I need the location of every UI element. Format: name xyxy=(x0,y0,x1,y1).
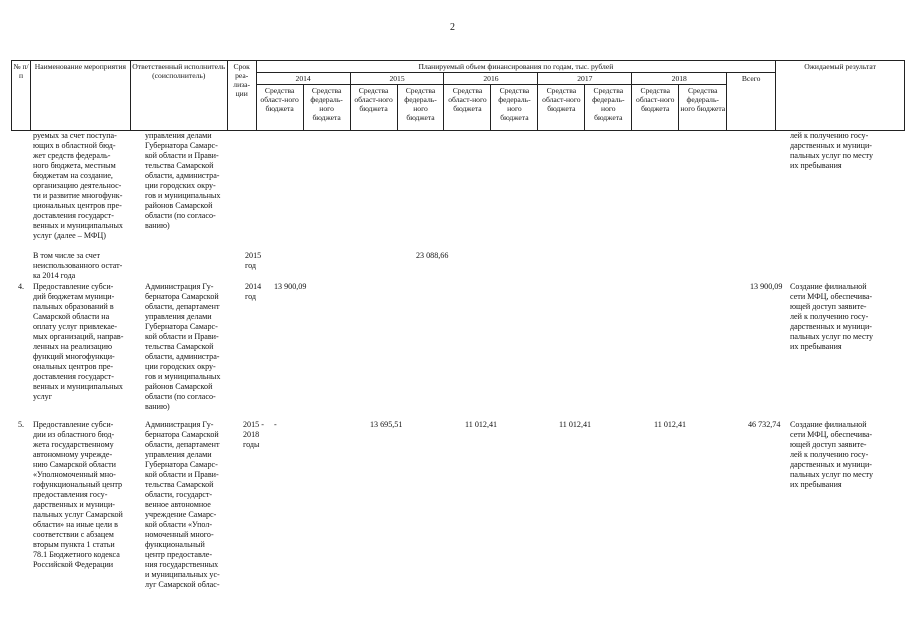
col-total-header: Всего xyxy=(727,73,776,131)
row5-value-2017: 11 012,41 xyxy=(559,420,592,429)
row4-term-text: 2014 год xyxy=(245,282,262,301)
row5-value-2015: 13 695,51 xyxy=(370,420,403,429)
year-2017-header: 2017 xyxy=(538,73,632,85)
row4-name-text: Предоставление субси- дий бюджетам муници- пальных образований в Самарской области на оплату услуг привлекае- мых организаций, направ- ленных на реализацию функций многофункци- ональных центров пре- доставления государст- венных и муниципальных услуг xyxy=(33,282,124,401)
row4-value-2014: 13 900,09 xyxy=(274,282,307,291)
row5-term-text: 2015 - 2018 годы xyxy=(243,420,264,449)
federal-budget-header: Средства федераль-ного бюджета xyxy=(397,85,444,131)
row5-term-dash: - xyxy=(274,420,277,429)
regional-budget-header: Средства област-ного бюджета xyxy=(632,85,679,131)
federal-budget-header: Средства федераль-ного бюджета xyxy=(679,85,727,131)
regional-budget-header: Средства област-ного бюджета xyxy=(350,85,397,131)
sub-term-text: 2015 год xyxy=(245,251,262,270)
cont-name-text: руемых за счет поступа- ющих в областной бюд- жет средств федераль- ного бюджета, местным бюджетам на создание, организацию деятельнос- ти и развитие многофунк- циональных центров пре- доставления государст- венных и муниципальных услуг (далее – МФЦ) xyxy=(33,131,123,240)
row5-name-text: Предоставление субси- дии из областного бюд- жета государственному автономному учрежде- нию Самарской области «Уполномоченный мно- гофункциональный центр предоставления госу- дарственных и муници- пальных услуг Самарской области» на иные цели в соответствии с абзацем вторым пункта 1 статьи 78.1 Бюджетного кодекса Российской Федерации xyxy=(33,420,123,569)
col-planned-header: Планируемый объем финансирования по годам, тыс. рублей xyxy=(256,61,775,73)
header-table xyxy=(11,60,905,131)
page-number: 2 xyxy=(450,22,455,33)
regional-budget-header: Средства област-ного бюджета xyxy=(256,85,303,131)
row4-executor-text: Администрация Гу- бернатора Самарской области, департамент управления делами Губернатора Самарс- кой области и Прави- тельства Самарской области, администра- ции городских окру- гов и муниципальных районов Самарской области (по согласо- ванию) xyxy=(145,282,221,411)
regional-budget-header: Средства област-ного бюджета xyxy=(444,85,491,131)
sub-value-2015-federal: 23 088,66 xyxy=(416,251,449,260)
row5-total: 46 732,74 xyxy=(748,420,781,429)
federal-budget-header: Средства федераль-ного бюджета xyxy=(585,85,632,131)
row4-number: 4. xyxy=(18,282,25,291)
cont-result-text: лей к получению госу- дарственных и муници- пальных услуг по месту их пребывания xyxy=(790,131,874,170)
sub-name-text: В том числе за счет неиспользованного остат- ка 2014 года xyxy=(33,251,123,280)
federal-budget-header: Средства федераль-ного бюджета xyxy=(303,85,350,131)
row5-value-2018: 11 012,41 xyxy=(654,420,687,429)
row5-number: 5. xyxy=(18,420,25,429)
col-result-header: Ожидаемый результат xyxy=(776,61,905,131)
col-name-header: Наименование мероприятия xyxy=(30,61,130,131)
cont-executor-text: управления делами Губернатора Самарс- кой области и Прави- тельства Самарской области, администра- ции городских окру- гов и муниципальных районов Самарской области (по согласо- ванию) xyxy=(145,131,221,230)
year-2015-header: 2015 xyxy=(350,73,444,85)
year-2018-header: 2018 xyxy=(632,73,727,85)
row5-executor-text: Администрация Гу- бернатора Самарской области, департамент управления делами Губернатора Самарс- кой области и Прави- тельства Самарской области, государст- венное автономное учреждение Самарс- кой области «Упол- номоченный много- функциональный центр предоставле- ния государственных и муниципальных ус- луг Самарской облас- xyxy=(145,420,220,589)
row5-value-2016: 11 012,41 xyxy=(465,420,498,429)
col-num-header: № п/п xyxy=(12,61,31,131)
year-2016-header: 2016 xyxy=(444,73,538,85)
federal-budget-header: Средства федераль-ного бюджета xyxy=(491,85,538,131)
regional-budget-header: Средства област-ного бюджета xyxy=(538,85,585,131)
row4-total: 13 900,09 xyxy=(750,282,783,291)
col-executor-header: Ответственный исполнитель (соисполнитель) xyxy=(130,61,227,131)
row5-result-text: Создание филиальной сети МФЦ, обеспечива- ющей доступ заявите- лей к получению госу- дарственных и муници- пальных услуг по месту их пребывания xyxy=(790,420,874,489)
col-term-header: Срок реа-лиза-ции xyxy=(227,61,256,131)
year-2014-header: 2014 xyxy=(256,73,350,85)
row4-result-text: Создание филиальной сети МФЦ, обеспечива- ющей доступ заявите- лей к получению госу- дарственных и муници- пальных услуг по месту их пребывания xyxy=(790,282,874,351)
